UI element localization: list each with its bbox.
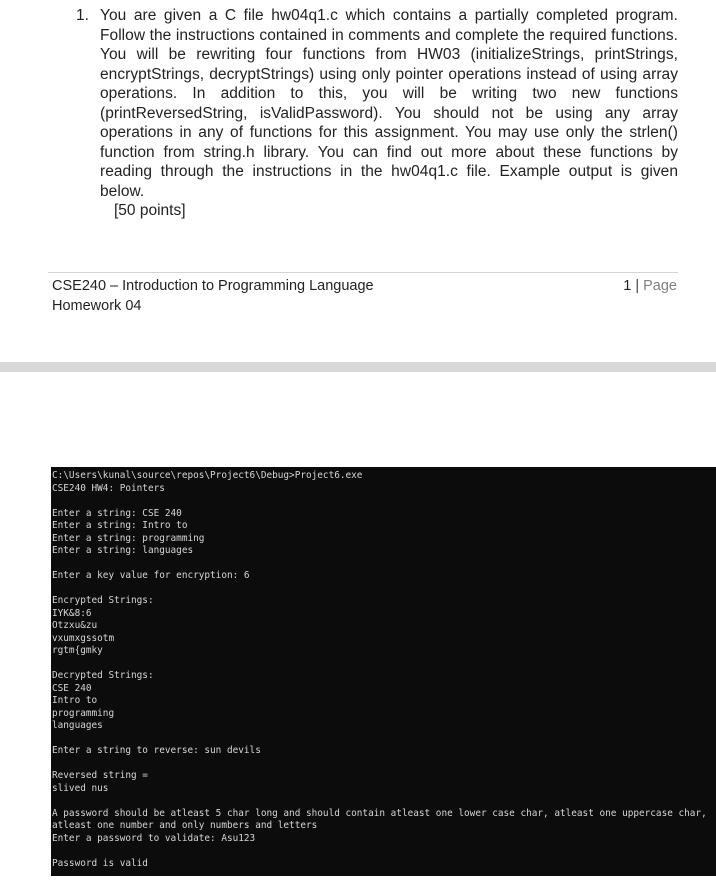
console-line: slived nus [52,782,109,794]
console-line [52,495,716,508]
console-line: C:\Users\kunal\source\repos\Project6\Debug>Project6.exe [52,470,363,481]
console-line: Enter a string: Intro to [52,520,188,531]
footer-separator: | [635,278,640,294]
console-line: programming [52,707,115,719]
page-footer-left [52,276,374,316]
console-line: Enter a password to validate: Asu123 [52,832,256,844]
console-line: Enter a string: programming [52,532,205,544]
footer-page-number: 1 [623,278,632,294]
console-line: A password should be atleast 5 char long and should contain atleast one lower case char, atleast one uppercase char, [52,807,707,819]
console-line: CSE240 HW4: Pointers [52,482,165,494]
console-line: languages [52,720,103,731]
footer-homework-label: Homework 04 [52,298,142,314]
question-1 [76,6,678,221]
console-line: IYK&8:6 [52,607,92,619]
console-line: atleast one number and only numbers and letters [52,820,318,831]
console-line: rgtm{gmky [52,645,103,656]
console-line [52,845,716,858]
footer-course-title: CSE240 – Introduction to Programming Language [52,278,374,294]
console-line [52,795,716,808]
console-line [52,658,716,671]
console-line: Enter a string to reverse: sun devils [52,745,261,756]
console-line: Intro to [52,695,98,706]
console-line [52,558,716,571]
console-line [52,733,716,746]
console-lines [51,467,716,870]
page-footer-right [623,276,677,296]
console-line: Enter a string: CSE 240 [52,507,182,519]
console-line [52,583,716,596]
console-line: Enter a key value for encryption: 6 [52,570,250,581]
question-number: 1. [76,7,89,24]
question-text: You are given a C file hw04q1.c which contains a partially completed program. Follow the instructions contained in comments and complete the required functions. You will be rewriting four functions from HW03 (initializeStrings, printStrings, encryptStrings, decryptStrings) using only pointer operations instead of using array operations. In addition to this, you will be writing two new functions (printReversedString, isValidPassword). You should not be using any array operations in any of functions for this assignment. You may use only the strlen() function from string.h library. You can find out more about these functions by reading through the instructions in the hw04q1.c file. Example output is given below. [100,7,678,200]
question-points: [50 points] [114,202,186,219]
console-line: Otzxu&zu [52,620,98,631]
console-line: Enter a string: languages [52,545,194,556]
footer-divider [48,272,678,273]
console-line: CSE 240 [52,682,92,694]
console-line: Reversed string = [52,770,148,781]
console-line: Encrypted Strings: [52,595,154,606]
document-page-1 [0,0,716,362]
footer-page-label: Page [643,278,677,294]
console-output-screenshot [51,467,716,876]
console-line: Decrypted Strings: [52,670,154,681]
console-line: Password is valid [52,857,148,869]
console-line: vxumxgssotm [52,632,115,644]
page-break [0,362,716,372]
console-line [52,758,716,771]
